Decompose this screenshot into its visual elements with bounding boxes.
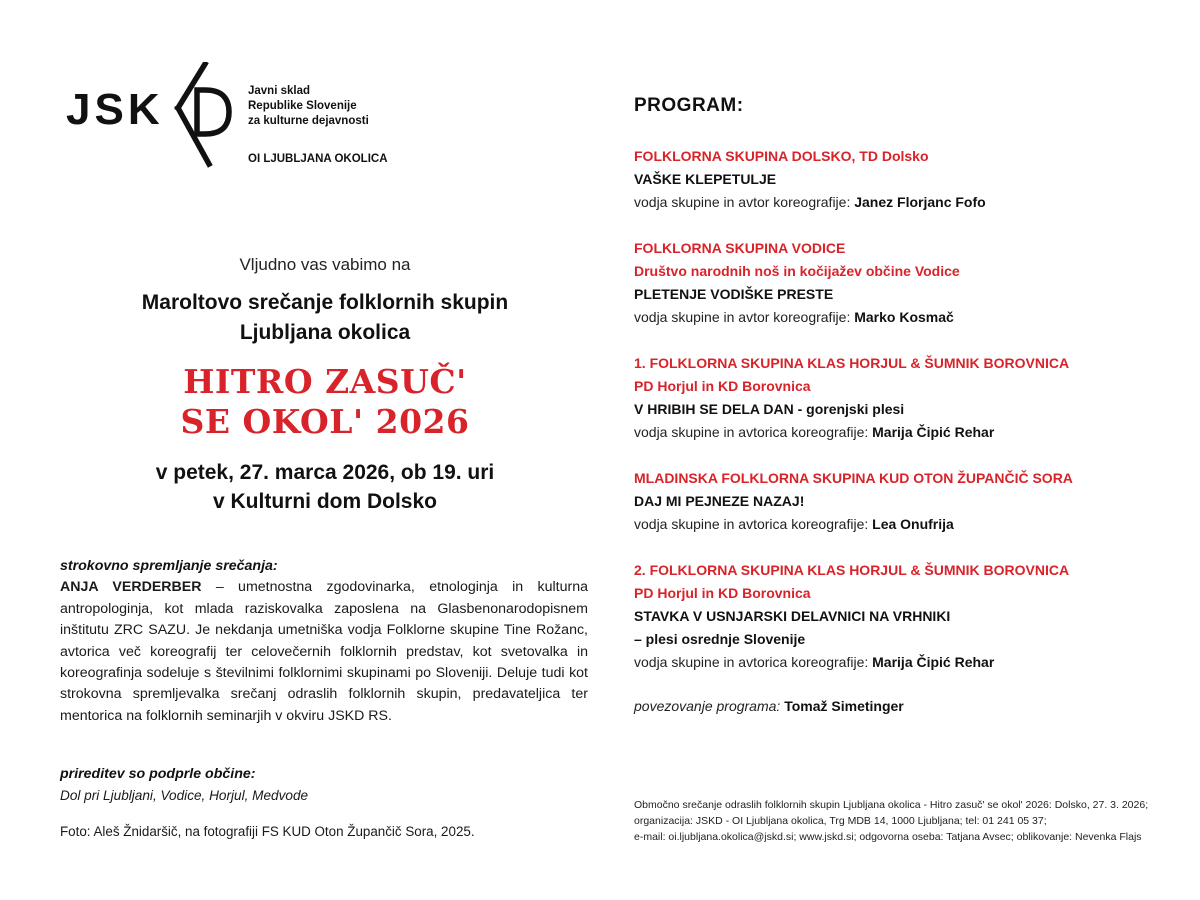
event-name-line: Maroltovo srečanje folklornih skupin [141,291,509,314]
leader-name: Lea Onufrija [872,516,954,532]
event-name [60,288,590,348]
logo-subtitle: OI LJUBLJANA OKOLICA [248,153,388,165]
leader-label: vodja skupine in avtor koreografije: [634,194,855,210]
leader-label: vodja skupine in avtor koreografije: [634,309,855,325]
group-leader [634,513,1174,536]
sponsors-label: prireditev so podprle občine: [60,766,256,782]
dance-title: VAŠKE KLEPETULJE [634,171,777,187]
group-organisation: PD Horjul in KD Borovnica [634,378,811,394]
leader-name: Marija Čipić Rehar [872,654,995,670]
group-name: 1. FOLKLORNA SKUPINA KLAS HORJUL & ŠUMNIK BOROVNICA [634,355,1070,371]
program-group [634,559,1174,674]
expert-name: ANJA VERDERBER [60,579,202,596]
event-title [60,362,590,442]
leader-name: Janez Florjanc Fofo [854,194,986,210]
group-leader [634,421,1174,444]
jskd-logo [66,62,406,172]
program-group [634,237,1174,329]
leader-name: Marija Čipić Rehar [872,424,995,440]
invitation-intro: Vljudno vas vabimo na [239,255,411,274]
dance-title: STAVKA V USNJARSKI DELAVNICI NA VRHNIKI [634,608,951,624]
logo-organisation-name [248,84,369,129]
jskd-logo-icon [171,62,235,168]
sponsors-section [60,764,588,807]
group-organisation: Društvo narodnih noš in kočijažev občine Vodice [634,263,960,279]
event-title-line: HITRO ZASUČ' [183,362,467,401]
program-group [634,352,1174,444]
dance-title: V HRIBIH SE DELA DAN - gorenjski plesi [634,401,905,417]
group-leader [634,306,1174,329]
footer-line: e-mail: oi.ljubljana.okolica@jskd.si; www.jskd.si; odgovorna oseba: Tatjana Avsec; oblikovanje: Nevenka Flajs [634,831,1142,843]
footer-line: Območno srečanje odraslih folklornih skupin Ljubljana okolica - Hitro zasuč' se okol' 2026: Dolsko, 27. 3. 2026; [634,799,1149,811]
group-name: MLADINSKA FOLKLORNA SKUPINA KUD OTON ŽUPANČIČ SORA [634,470,1073,486]
host-name: Tomaž Simetinger [784,698,904,714]
dance-title: DAJ MI PEJNEZE NAZAJ! [634,493,805,509]
event-date-venue [60,458,590,516]
sponsors-list: Dol pri Ljubljani, Vodice, Horjul, Medvode [60,788,309,804]
dance-title: PLETENJE VODIŠKE PRESTE [634,286,834,302]
host-label: povezovanje programa: [634,698,785,714]
event-name-line: Ljubljana okolica [239,321,411,344]
group-leader [634,191,1174,214]
event-venue: v Kulturni dom Dolsko [212,490,437,513]
logo-letters: JSK [66,85,164,134]
group-organisation: PD Horjul in KD Borovnica [634,585,811,601]
photo-credit: Foto: Aleš Žnidaršič, na fotografiji FS KUD Oton Župančič Sora, 2025. [60,824,475,839]
dance-subtitle: – plesi osrednje Slovenije [634,631,806,647]
logo-line: Republike Slovenije [248,100,357,112]
program-title: PROGRAM: [634,95,744,116]
expert-bio-text: – umetnostna zgodovinarka, etnologinja in kulturna antropologinja, kot mlada raziskovalka zaposlena na Glasbenonarodopisnem inštitutu ZRC SAZU. Je nekdanja umetniška vodja Folklorne skupine Tine Rožanc, avtorica več koreografij ter celovečernih folklornih predstav, kot svetovalka in koreografinja sodeluje s številnimi folklornimi skupinami po Sloveniji. Deluje tudi kot strokovna spremljevalka srečanj odraslih folklornih skupin, predavateljica ter mentorica na folklornih seminarjih v okviru JSKD RS. [60,579,588,724]
footer-colophon [634,797,1174,845]
program-section [634,95,1174,718]
program-group [634,145,1174,214]
group-name: FOLKLORNA SKUPINA DOLSKO, TD Dolsko [634,148,929,164]
program-host [634,695,1174,718]
event-title-line: SE OKOL' 2026 [180,402,470,441]
group-leader [634,651,1174,674]
group-name: 2. FOLKLORNA SKUPINA KLAS HORJUL & ŠUMNIK BOROVNICA [634,562,1070,578]
program-group [634,467,1174,536]
logo-line: za kulturne dejavnosti [248,115,369,127]
leader-label: vodja skupine in avtorica koreografije: [634,654,873,670]
expert-section [60,556,588,727]
expert-bio [60,577,588,727]
leader-name: Marko Kosmač [854,309,954,325]
expert-label: strokovno spremljanje srečanja: [60,558,278,574]
leader-label: vodja skupine in avtorica koreografije: [634,516,873,532]
footer-line: organizacija: JSKD - OI Ljubljana okolica, Trg MDB 14, 1000 Ljubljana; tel: 01 241 05 37; [634,815,1047,827]
logo-line: Javni sklad [248,85,311,97]
event-date: v petek, 27. marca 2026, ob 19. uri [155,461,495,484]
group-name: FOLKLORNA SKUPINA VODICE [634,240,846,256]
leader-label: vodja skupine in avtorica koreografije: [634,424,873,440]
